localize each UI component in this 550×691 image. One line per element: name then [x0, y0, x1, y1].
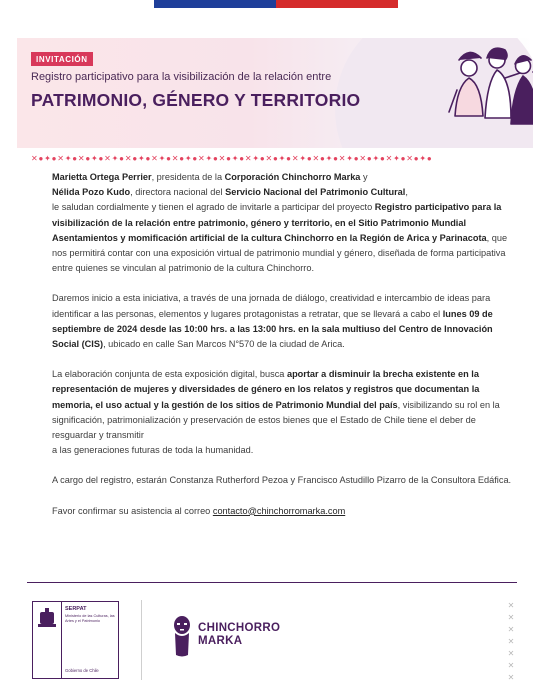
- coat-of-arms-icon: [36, 606, 58, 630]
- gobierno-label: Gobierno de Chile: [65, 668, 99, 673]
- name-ortega: Marietta Ortega Perrier: [52, 172, 152, 182]
- chinchorro-marka-wordmark: CHINCHORRO MARKA: [198, 622, 281, 647]
- flag-bar: [154, 0, 398, 8]
- flag-bar-blue: [154, 0, 276, 8]
- serpat-logo: [32, 601, 119, 679]
- header-banner: [17, 38, 533, 148]
- invitation-badge: INVITACIÓN: [31, 52, 93, 66]
- paragraph-3: La elaboración conjunta de esta exposición digital, busca aportar a disminuir la brecha existente en la representación de mujeres y diversidades de género en los relatos y registros que documentan la memoria, el uso actual y la gestión de los sitios de Patrimonio Mundial del país, visibilizando su rol en la significación, patrimonialización y preservación de estos bienes que el Estado de Chile tiene el deber de resguardar y transmitir a las generaciones futuras de toda la humanidad.: [52, 369, 500, 456]
- invitation-body: [52, 170, 514, 519]
- paragraph-4: A cargo del registro, estarán Constanza Rutherford Pezoa y Francisco Astudillo Pizarro de la Consultora Edáfica.: [52, 475, 512, 486]
- email-link[interactable]: contacto@chinchorromarka.com: [212, 505, 346, 516]
- goal-text: aportar a disminuir la brecha existente en la representación de mujeres y diversidades de género en los relatos y registros que documentan la memoria, el uso actual y la gestión de los sitios de Patrimonio Mundial del país: [52, 369, 480, 410]
- chinchorro-mummy-icon: [172, 615, 192, 657]
- serpat-ministry: Ministerio de las Culturas, las Artes y el Patrimonio: [65, 614, 115, 623]
- x-ornament-column: ✕ ✕ ✕ ✕ ✕ ✕ ✕: [507, 601, 515, 682]
- name-pozo: Nélida Pozo Kudo: [52, 187, 131, 198]
- serpat-name: SERPAT: [65, 606, 87, 612]
- paragraph-1: Marietta Ortega Perrier, presidenta de la Corporación Chinchorro Marka y Nélida Pozo Kudo, directora nacional del Servicio Nacional del Patrimonio Cultural, le saludan cordialmente y tienen el agrado de invitarle a participar del proyecto Registro participativo para la visibilización de la relación entre patrimonio, género y territorio, en el Sitio Patrimonio Mundial Asentamientos y momificación artificial de la cultura Chinchorro en la Región de Arica y Parinacota, que nos permitirá contar con una exposición virtual de patrimonio mundial y género, diseñada de forma participativa entre quienes se vinculan al patrimonio de la cultura Chinchorro.: [52, 172, 508, 274]
- event-date: lunes 09 de septiembre de 2024 desde las 10:00 hrs. a las 13:00 hrs. en la sala multiuso del Centro de Innovación Social (CIS): [52, 308, 493, 350]
- project-name: Registro participativo para la visibilización de la relación entre patrimonio, género y territorio, en el Sitio Patrimonio Mundial Asentamientos y momificación artificial de la cultura Chinchorro en la Región de Arica y Parinacota: [52, 202, 502, 243]
- header-title: PATRIMONIO, GÉNERO Y TERRITORIO: [31, 90, 361, 110]
- women-illustration-icon: [445, 38, 533, 148]
- serpat-logo-rule: [61, 602, 62, 678]
- ornament-divider: ✕●✦●✕✦●✕●✦●✕✦●✕●✦●✕✦●✕●✦●✕✦●✕●✦●✕✦●✕●✦●✕✦●✕●✦●✕✦●✕●✦●✕✦●✕●✦●: [31, 154, 433, 163]
- header-subtitle: Registro participativo para la visibilización de la relación entre: [31, 71, 332, 83]
- org-serpat: Servicio Nacional del Patrimonio Cultural: [225, 187, 406, 198]
- paragraph-2: Daremos inicio a esta iniciativa, a través de una jornada de diálogo, creatividad e intercambio de ideas para identificar a las personas, elementos y lugares protagonistas a retratar, que se llevará a cabo el lunes 09 de septiembre de 2024 desde las 10:00 hrs. a las 13:00 hrs. en la sala multiuso del Centro de Innovación Social (CIS), ubicado en calle San Marcos N°570 de la ciudad de Arica.: [52, 293, 493, 350]
- paragraph-5: Favor confirmar su asistencia al correo contacto@chinchorromarka.com: [52, 505, 346, 516]
- org-chinchorro: Corporación Chinchorro Marka: [224, 172, 361, 182]
- footer-separator: [141, 600, 142, 680]
- footer-divider: [27, 582, 517, 583]
- flag-bar-red: [276, 0, 398, 8]
